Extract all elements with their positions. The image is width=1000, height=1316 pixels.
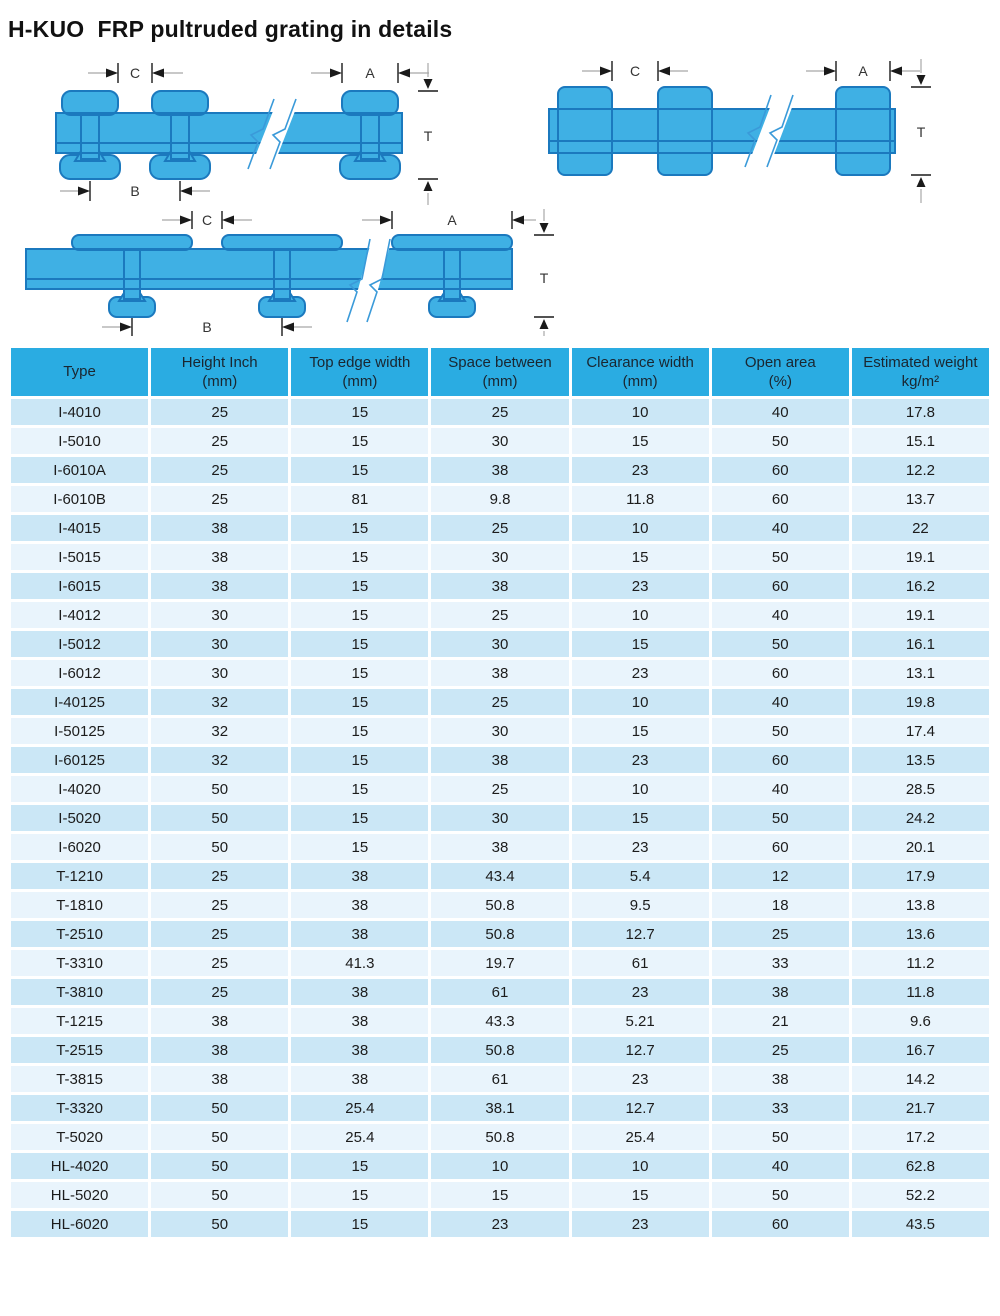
cell-value: 21: [712, 1008, 849, 1034]
cell-value: 50: [712, 1124, 849, 1150]
rect-bar: [658, 87, 712, 175]
cell-type: I-6020: [11, 834, 148, 860]
dim-label-c: C: [129, 65, 141, 81]
cell-value: 30: [431, 631, 568, 657]
cell-value: 43.5: [852, 1211, 989, 1237]
cell-value: 38: [291, 979, 428, 1005]
cell-type: I-40125: [11, 689, 148, 715]
cell-value: 14.2: [852, 1066, 989, 1092]
table-row: [11, 1095, 989, 1121]
cell-value: 40: [712, 515, 849, 541]
dimension-b: [102, 318, 312, 336]
cell-value: 50: [151, 834, 288, 860]
cell-value: 25: [431, 399, 568, 425]
column-unit: (%): [768, 373, 792, 390]
table-row: [11, 950, 989, 976]
cell-value: 25.4: [291, 1095, 428, 1121]
cell-value: 30: [151, 631, 288, 657]
cell-value: 30: [431, 805, 568, 831]
cell-value: 25: [151, 399, 288, 425]
cell-value: 43.4: [431, 863, 568, 889]
cell-value: 15: [291, 805, 428, 831]
cell-type: I-5015: [11, 544, 148, 570]
cell-type: T-3320: [11, 1095, 148, 1121]
dim-label-b: B: [130, 183, 140, 199]
cell-value: 50: [712, 718, 849, 744]
cell-value: 33: [712, 1095, 849, 1121]
cell-value: 40: [712, 776, 849, 802]
cell-value: 50: [151, 805, 288, 831]
cell-value: 17.4: [852, 718, 989, 744]
table-row: [11, 747, 989, 773]
column-title: Height Inch: [181, 353, 258, 371]
cell-value: 11.8: [572, 486, 709, 512]
cell-value: 23: [572, 457, 709, 483]
cell-type: I-5012: [11, 631, 148, 657]
cell-value: 19.1: [852, 544, 989, 570]
cell-type: I-6010A: [11, 457, 148, 483]
table-row: [11, 979, 989, 1005]
cell-value: 38: [151, 515, 288, 541]
cell-value: 38: [431, 747, 568, 773]
cell-value: 15: [572, 428, 709, 454]
cell-value: 50.8: [431, 892, 568, 918]
cell-value: 25: [431, 515, 568, 541]
cell-value: 5.4: [572, 863, 709, 889]
cell-value: 10: [572, 689, 709, 715]
cell-value: 15: [572, 631, 709, 657]
cell-value: 38: [431, 573, 568, 599]
cell-value: 10: [572, 1153, 709, 1179]
cell-type: T-5020: [11, 1124, 148, 1150]
cell-type: T-1810: [11, 892, 148, 918]
cell-value: 18: [712, 892, 849, 918]
cell-value: 60: [712, 457, 849, 483]
cell-value: 10: [572, 399, 709, 425]
cell-value: 15: [431, 1182, 568, 1208]
cell-value: 60: [712, 1211, 849, 1237]
cell-type: HL-5020: [11, 1182, 148, 1208]
cell-value: 15: [291, 1182, 428, 1208]
cell-value: 38.1: [431, 1095, 568, 1121]
cell-value: 50: [712, 805, 849, 831]
column-title: Open area: [744, 353, 816, 371]
cell-value: 16.2: [852, 573, 989, 599]
table-row: [11, 515, 989, 541]
cell-value: 28.5: [852, 776, 989, 802]
cell-value: 25: [151, 863, 288, 889]
cell-type: I-6010B: [11, 486, 148, 512]
cell-value: 24.2: [852, 805, 989, 831]
cell-value: 25: [431, 689, 568, 715]
cell-value: 13.8: [852, 892, 989, 918]
cell-value: 23: [572, 834, 709, 860]
cell-type: T-1215: [11, 1008, 148, 1034]
dim-label-t: T: [423, 128, 433, 144]
cell-value: 16.7: [852, 1037, 989, 1063]
cell-value: 15: [291, 544, 428, 570]
cell-value: 32: [151, 718, 288, 744]
cell-value: 9.6: [852, 1008, 989, 1034]
cell-value: 25: [151, 457, 288, 483]
cell-value: 60: [712, 573, 849, 599]
dimension-a: [311, 63, 429, 83]
cell-value: 13.6: [852, 921, 989, 947]
cell-value: 15: [291, 399, 428, 425]
cell-value: 25: [151, 921, 288, 947]
cell-value: 38: [151, 573, 288, 599]
rect-bar: [836, 87, 890, 175]
cell-value: 19.1: [852, 602, 989, 628]
dim-label-a: A: [365, 65, 375, 81]
cell-value: 5.21: [572, 1008, 709, 1034]
table-row: [11, 805, 989, 831]
column-title: Clearance width: [586, 353, 694, 371]
cell-value: 23: [572, 979, 709, 1005]
column-title: Space between: [448, 353, 552, 371]
rect-bar-grating-diagram: [545, 51, 945, 211]
cell-value: 12.2: [852, 457, 989, 483]
cell-value: 15: [291, 689, 428, 715]
cell-type: T-3810: [11, 979, 148, 1005]
cell-value: 60: [712, 834, 849, 860]
cell-value: 11.2: [852, 950, 989, 976]
cell-value: 13.5: [852, 747, 989, 773]
column-title: Top edge width: [309, 353, 411, 371]
cell-value: 38: [151, 1066, 288, 1092]
cell-value: 38: [151, 1037, 288, 1063]
cell-value: 50: [151, 1211, 288, 1237]
dimension-t: [418, 63, 438, 205]
dimension-t: [534, 209, 554, 336]
cell-value: 13.1: [852, 660, 989, 686]
cell-value: 15: [291, 747, 428, 773]
cell-type: T-3815: [11, 1066, 148, 1092]
cell-value: 12.7: [572, 1095, 709, 1121]
cell-value: 50.8: [431, 921, 568, 947]
cell-value: 41.3: [291, 950, 428, 976]
table-row: [11, 718, 989, 744]
cell-type: I-5010: [11, 428, 148, 454]
cell-value: 25: [431, 776, 568, 802]
table-row: [11, 863, 989, 889]
cell-value: 20.1: [852, 834, 989, 860]
table-row: [11, 602, 989, 628]
table-row: [11, 660, 989, 686]
cell-value: 30: [151, 660, 288, 686]
cell-value: 32: [151, 689, 288, 715]
table-row: [11, 428, 989, 454]
cell-value: 23: [572, 660, 709, 686]
cell-type: I-60125: [11, 747, 148, 773]
table-row: [11, 689, 989, 715]
cell-value: 25: [431, 602, 568, 628]
cell-value: 12: [712, 863, 849, 889]
cell-value: 9.5: [572, 892, 709, 918]
cell-value: 50: [151, 1124, 288, 1150]
cell-value: 60: [712, 486, 849, 512]
cell-value: 38: [291, 1066, 428, 1092]
cell-type: I-4015: [11, 515, 148, 541]
diagrams-section: [0, 45, 1000, 343]
cell-value: 15: [291, 457, 428, 483]
cell-value: 17.9: [852, 863, 989, 889]
cell-value: 15: [291, 776, 428, 802]
cell-value: 38: [431, 834, 568, 860]
cell-value: 15: [291, 515, 428, 541]
cell-value: 11.8: [852, 979, 989, 1005]
table-row: [11, 892, 989, 918]
cell-value: 15: [291, 1211, 428, 1237]
dim-label-t: T: [539, 270, 549, 286]
cell-value: 15: [291, 428, 428, 454]
cell-value: 15: [291, 631, 428, 657]
cell-value: 40: [712, 602, 849, 628]
cell-value: 9.8: [431, 486, 568, 512]
cell-value: 81: [291, 486, 428, 512]
cell-value: 61: [431, 979, 568, 1005]
bearing-band: [56, 113, 402, 153]
column-title: Type: [63, 363, 96, 381]
cell-value: 38: [712, 1066, 849, 1092]
cell-value: 10: [572, 602, 709, 628]
cell-value: 17.8: [852, 399, 989, 425]
cell-type: I-50125: [11, 718, 148, 744]
cell-value: 50.8: [431, 1037, 568, 1063]
cell-type: I-4020: [11, 776, 148, 802]
cell-value: 32: [151, 747, 288, 773]
cell-value: 25: [712, 1037, 849, 1063]
cell-type: I-4010: [11, 399, 148, 425]
cell-type: I-4012: [11, 602, 148, 628]
cell-value: 23: [572, 573, 709, 599]
cell-value: 15: [291, 573, 428, 599]
cell-type: I-6012: [11, 660, 148, 686]
table-row: [11, 834, 989, 860]
table-row: [11, 457, 989, 483]
cell-value: 25.4: [572, 1124, 709, 1150]
cell-value: 23: [572, 1066, 709, 1092]
cell-value: 40: [712, 689, 849, 715]
cell-value: 23: [431, 1211, 568, 1237]
cell-value: 50: [712, 428, 849, 454]
dim-label-t: T: [916, 124, 926, 140]
cell-type: T-2510: [11, 921, 148, 947]
cell-value: 60: [712, 660, 849, 686]
cell-value: 38: [291, 892, 428, 918]
cell-type: T-3310: [11, 950, 148, 976]
cell-type: HL-4020: [11, 1153, 148, 1179]
cell-value: 50.8: [431, 1124, 568, 1150]
cell-value: 25: [151, 486, 288, 512]
table-row: [11, 921, 989, 947]
cell-value: 25: [151, 428, 288, 454]
cell-type: T-1210: [11, 863, 148, 889]
cell-type: T-2515: [11, 1037, 148, 1063]
table-body: [11, 399, 989, 1237]
cell-value: 40: [712, 1153, 849, 1179]
cell-value: 25: [151, 979, 288, 1005]
cell-value: 17.2: [852, 1124, 989, 1150]
cell-value: 12.7: [572, 921, 709, 947]
cell-value: 38: [712, 979, 849, 1005]
table-row: [11, 1066, 989, 1092]
grating-spec-table: [8, 345, 992, 1240]
cell-value: 15: [291, 834, 428, 860]
column-unit: (mm): [202, 373, 238, 390]
column-header-open-area: [712, 348, 849, 396]
dimension-c: [162, 211, 252, 229]
cell-value: 25: [712, 921, 849, 947]
table-header: [11, 348, 989, 396]
cell-value: 38: [431, 457, 568, 483]
table-row: [11, 631, 989, 657]
cell-value: 38: [151, 544, 288, 570]
table-row: [11, 1124, 989, 1150]
dim-label-a: A: [447, 212, 457, 228]
column-header-clearance-width: [572, 348, 709, 396]
cell-value: 30: [431, 718, 568, 744]
dim-label-b: B: [202, 319, 212, 335]
cell-value: 10: [572, 776, 709, 802]
cell-value: 15: [572, 1182, 709, 1208]
table-row: [11, 1211, 989, 1237]
cell-value: 50: [151, 1182, 288, 1208]
cell-value: 38: [291, 1008, 428, 1034]
cell-value: 22: [852, 515, 989, 541]
cell-value: 15: [572, 544, 709, 570]
dimension-c: [582, 61, 688, 81]
cell-value: 25: [151, 892, 288, 918]
cell-value: 15: [291, 660, 428, 686]
dimension-a: [806, 61, 920, 81]
column-header-top-edge-width: [291, 348, 428, 396]
cell-value: 52.2: [852, 1182, 989, 1208]
cell-type: I-5020: [11, 805, 148, 831]
cell-value: 38: [431, 660, 568, 686]
cell-value: 30: [431, 428, 568, 454]
cell-value: 30: [151, 602, 288, 628]
cell-value: 50: [151, 1153, 288, 1179]
cell-value: 38: [291, 1037, 428, 1063]
cell-value: 50: [712, 544, 849, 570]
column-unit: (mm): [622, 373, 658, 390]
dimension-c: [88, 63, 183, 83]
rect-bar: [558, 87, 612, 175]
cell-type: HL-6020: [11, 1211, 148, 1237]
column-header-estimated-weight: [852, 348, 989, 396]
column-title: Estimated weight: [863, 353, 978, 371]
cell-value: 15: [291, 602, 428, 628]
table-row: [11, 399, 989, 425]
dimension-t: [911, 59, 931, 203]
table-row: [11, 486, 989, 512]
cell-value: 25: [151, 950, 288, 976]
table-row: [11, 1153, 989, 1179]
table-row: [11, 573, 989, 599]
column-unit: (mm): [482, 373, 518, 390]
table-row: [11, 1037, 989, 1063]
t-bar-grating-diagram: [22, 207, 562, 337]
cell-value: 38: [151, 1008, 288, 1034]
dimension-b: [60, 181, 210, 201]
cell-value: 23: [572, 747, 709, 773]
cell-value: 50: [151, 1095, 288, 1121]
cell-value: 15: [572, 805, 709, 831]
bearing-band: [26, 249, 512, 289]
cell-type: I-6015: [11, 573, 148, 599]
cell-value: 38: [291, 921, 428, 947]
column-unit: kg/m²: [901, 373, 940, 390]
table-row: [11, 544, 989, 570]
cell-value: 33: [712, 950, 849, 976]
column-header-space-between: [431, 348, 568, 396]
cell-value: 50: [712, 631, 849, 657]
dim-label-c: C: [201, 212, 213, 228]
cell-value: 19.8: [852, 689, 989, 715]
i-bar-grating-diagram: [52, 51, 452, 211]
cell-value: 43.3: [431, 1008, 568, 1034]
cell-value: 62.8: [852, 1153, 989, 1179]
cell-value: 10: [431, 1153, 568, 1179]
cell-value: 10: [572, 515, 709, 541]
cell-value: 15.1: [852, 428, 989, 454]
cell-value: 13.7: [852, 486, 989, 512]
column-unit: (mm): [342, 373, 378, 390]
cell-value: 30: [431, 544, 568, 570]
table-row: [11, 1008, 989, 1034]
cell-value: 21.7: [852, 1095, 989, 1121]
cell-value: 60: [712, 747, 849, 773]
cell-value: 15: [291, 718, 428, 744]
cell-value: 15: [291, 1153, 428, 1179]
cell-value: 61: [572, 950, 709, 976]
page-title: H-KUO FRP pultruded grating in details: [8, 16, 453, 42]
column-header-height: [151, 348, 288, 396]
dim-label-a: A: [858, 63, 868, 79]
cell-value: 61: [431, 1066, 568, 1092]
dimension-a: [362, 211, 536, 229]
cell-value: 40: [712, 399, 849, 425]
column-header-type: [11, 348, 148, 396]
table-row: [11, 1182, 989, 1208]
cell-value: 16.1: [852, 631, 989, 657]
cell-value: 38: [291, 863, 428, 889]
cell-value: 15: [572, 718, 709, 744]
cell-value: 19.7: [431, 950, 568, 976]
cell-value: 23: [572, 1211, 709, 1237]
cell-value: 50: [151, 776, 288, 802]
table-row: [11, 776, 989, 802]
cell-value: 50: [712, 1182, 849, 1208]
cell-value: 25.4: [291, 1124, 428, 1150]
cell-value: 12.7: [572, 1037, 709, 1063]
dim-label-c: C: [629, 63, 641, 79]
